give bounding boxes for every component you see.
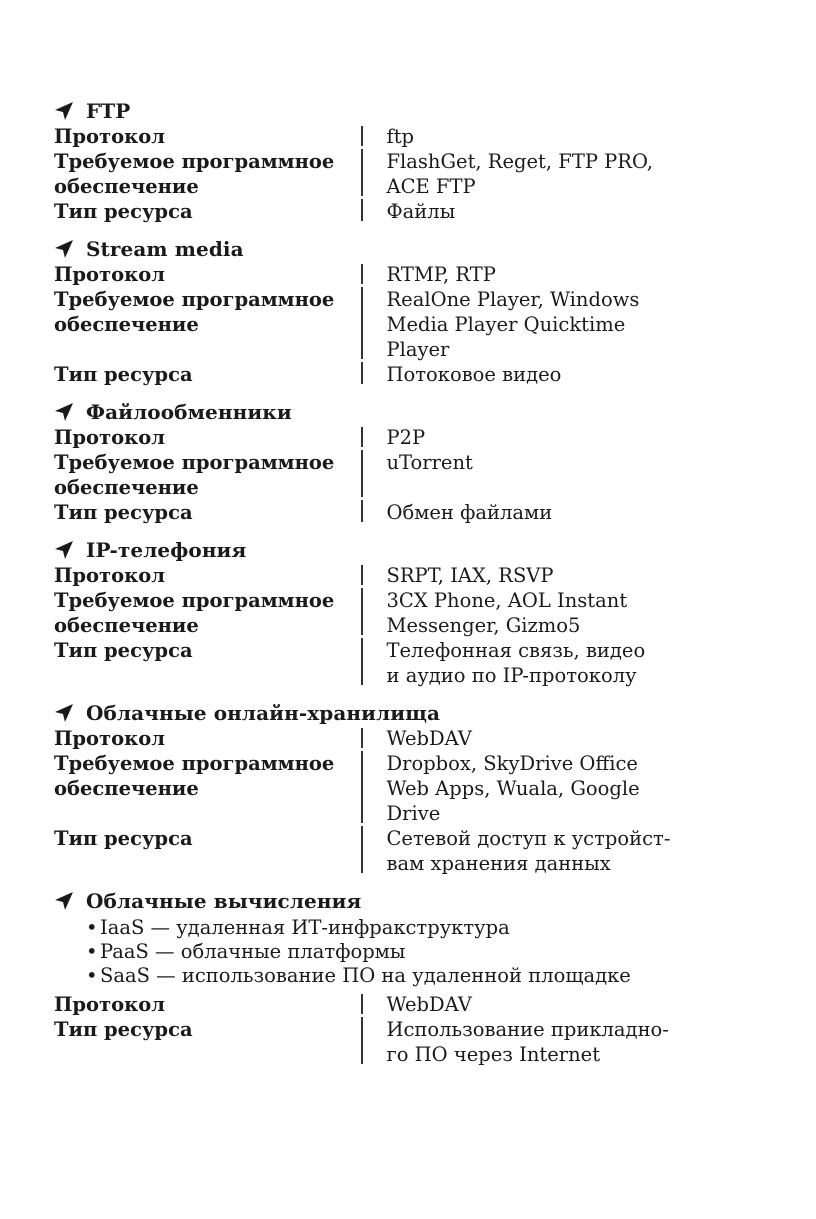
property-value: FlashGet, Reget, FTP PRO, ACE FTP xyxy=(386,150,653,198)
property-key: Тип ресурса xyxy=(54,1018,193,1041)
property-value: Dropbox, SkyDrive Office Web Apps, Wuala, Google Drive xyxy=(386,752,640,825)
section-file-sharing xyxy=(54,399,694,525)
property-row-resource-type xyxy=(54,362,694,387)
section-cloud-computing xyxy=(54,888,694,1067)
navigation-arrow-icon xyxy=(54,891,74,911)
property-value: Обмен файлами xyxy=(386,501,553,524)
property-value: Телефонная связь, видео и аудио по IP-протоколу xyxy=(386,639,646,687)
property-value: P2P xyxy=(386,426,426,449)
property-row-software xyxy=(54,149,694,199)
property-key: Требуемое программное обеспечение xyxy=(54,589,335,637)
property-row-protocol xyxy=(54,425,694,450)
property-row-software xyxy=(54,450,694,500)
section-title: Облачные онлайн-хранилища xyxy=(86,701,441,725)
navigation-arrow-icon xyxy=(54,703,74,723)
property-value: Использование прикладно- го ПО через Internet xyxy=(386,1018,669,1066)
property-key: Требуемое программное обеспечение xyxy=(54,752,335,800)
section-title: Файлообменники xyxy=(86,400,292,424)
property-row-protocol xyxy=(54,262,694,287)
property-key: Протокол xyxy=(54,727,165,750)
section-heading xyxy=(54,700,694,726)
section-cloud-storage xyxy=(54,700,694,876)
property-value: RealOne Player, Windows Media Player Quicktime Player xyxy=(386,288,640,361)
property-row-protocol xyxy=(54,563,694,588)
property-key: Протокол xyxy=(54,993,165,1016)
property-key: Протокол xyxy=(54,564,165,587)
property-row-resource-type xyxy=(54,1017,694,1067)
property-row-software xyxy=(54,751,694,826)
property-key: Протокол xyxy=(54,125,165,148)
section-title: Stream media xyxy=(86,237,244,261)
property-value: ftp xyxy=(386,125,415,148)
section-stream-media xyxy=(54,236,694,387)
property-key: Тип ресурса xyxy=(54,363,193,386)
document-page xyxy=(54,98,694,1079)
navigation-arrow-icon xyxy=(54,540,74,560)
property-key: Требуемое программное обеспечение xyxy=(54,451,335,499)
section-title: IP-телефония xyxy=(86,538,247,562)
property-key: Тип ресурса xyxy=(54,501,193,524)
property-value: Потоковое видео xyxy=(386,363,562,386)
property-row-protocol xyxy=(54,726,694,751)
section-heading xyxy=(54,98,694,124)
property-value: Сетевой доступ к устройст- вам хранения данных xyxy=(386,827,671,875)
navigation-arrow-icon xyxy=(54,101,74,121)
section-title: FTP xyxy=(86,99,131,123)
property-value: RTMP, RTP xyxy=(386,263,496,286)
section-heading xyxy=(54,537,694,563)
property-value: WebDAV xyxy=(386,727,472,750)
navigation-arrow-icon xyxy=(54,402,74,422)
property-key: Протокол xyxy=(54,263,165,286)
list-item: • IaaS — удаленная ИТ-инфракструктура xyxy=(86,916,694,940)
property-key: Тип ресурса xyxy=(54,827,193,850)
property-key: Протокол xyxy=(54,426,165,449)
property-value: SRPT, IAX, RSVP xyxy=(386,564,554,587)
list-item: • PaaS — облачные платформы xyxy=(86,940,694,964)
property-row-protocol xyxy=(54,992,694,1017)
property-value: Файлы xyxy=(386,200,456,223)
property-row-software xyxy=(54,287,694,362)
property-row-resource-type xyxy=(54,638,694,688)
property-row-resource-type xyxy=(54,826,694,876)
section-title: Облачные вычисления xyxy=(86,889,362,913)
property-row-software xyxy=(54,588,694,638)
property-value: uTorrent xyxy=(386,451,473,474)
section-heading xyxy=(54,236,694,262)
bullet-list xyxy=(54,916,694,988)
property-key: Требуемое программное обеспечение xyxy=(54,150,335,198)
property-value: WebDAV xyxy=(386,993,472,1016)
property-row-resource-type xyxy=(54,199,694,224)
list-item: • SaaS — использование ПО на удаленной площадке xyxy=(86,964,694,988)
property-key: Требуемое программное обеспечение xyxy=(54,288,335,336)
section-ip-telephony xyxy=(54,537,694,688)
section-ftp xyxy=(54,98,694,224)
section-heading xyxy=(54,399,694,425)
property-key: Тип ресурса xyxy=(54,639,193,662)
section-heading xyxy=(54,888,694,914)
navigation-arrow-icon xyxy=(54,239,74,259)
property-row-resource-type xyxy=(54,500,694,525)
property-key: Тип ресурса xyxy=(54,200,193,223)
property-value: 3CX Phone, AOL Instant Messenger, Gizmo5 xyxy=(386,589,628,637)
property-row-protocol xyxy=(54,124,694,149)
